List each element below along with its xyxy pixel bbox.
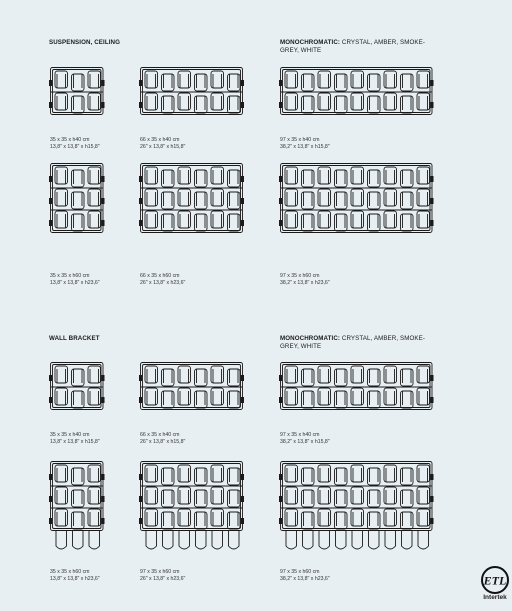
mount-clip [102, 80, 105, 86]
etl-logo-icon [480, 565, 510, 595]
fixture-line-art [279, 66, 434, 116]
mount-clip [431, 496, 434, 502]
fixture-line-art [49, 460, 105, 554]
hanging-tube [303, 530, 314, 549]
dimension-label-metric: 97 x 35 x h60 cm [140, 569, 180, 575]
dimension-label-imperial: 26" x 13,8" x h23,6" [140, 280, 186, 286]
mount-clip [241, 375, 244, 381]
hanging-tube [336, 530, 347, 549]
mount-clip [49, 102, 52, 108]
fixture-drawing [49, 460, 105, 554]
section-title-monochromatic-top: MONOCHROMATIC: CRYSTAL, AMBER, SMOKE-GREY, WHITE [280, 39, 425, 54]
dimension-label-metric: 97 x 35 x h60 cm [280, 273, 320, 279]
fixture-inner-frame [53, 166, 102, 231]
section-title-wall-bracket: WALL BRACKET [49, 335, 100, 342]
mount-clip [49, 518, 52, 524]
mount-clip [139, 80, 142, 86]
mount-clip [431, 474, 434, 480]
mount-clip [431, 397, 434, 403]
fixture-line-art [279, 162, 434, 234]
mount-clip [49, 220, 52, 226]
hanging-tube [352, 530, 363, 549]
dimension-label-imperial: 38,2" x 13,8" x h15,8" [280, 144, 330, 150]
mount-clip [431, 198, 434, 204]
dimension-label-metric: 66 x 35 x h40 cm [140, 432, 180, 438]
mount-clip [431, 518, 434, 524]
section-title-suspension: SUSPENSION, CEILING [49, 39, 121, 46]
mount-clip [102, 397, 105, 403]
hanging-tube [146, 530, 157, 549]
fixture-line-art [49, 162, 105, 234]
hanging-tube [229, 530, 240, 549]
section-title-monochromatic-bottom: MONOCHROMATIC: CRYSTAL, AMBER, SMOKE-GREY, WHITE [280, 335, 425, 350]
hanging-tube [56, 530, 67, 549]
fixture-line-art [139, 66, 244, 116]
fixture-line-art [139, 361, 244, 411]
hanging-tube [418, 530, 429, 549]
fixture-line-art [279, 460, 434, 554]
dimension-label-metric: 35 x 35 x h60 cm [50, 273, 90, 279]
mount-clip [241, 176, 244, 182]
mount-clip [241, 220, 244, 226]
hanging-tube [196, 530, 207, 549]
fixture-drawing [279, 460, 434, 554]
mount-clip [139, 375, 142, 381]
mount-clip [431, 176, 434, 182]
mount-clip [241, 474, 244, 480]
mount-clip [279, 102, 282, 108]
mount-clip [102, 102, 105, 108]
dimension-label-metric: 66 x 35 x h60 cm [140, 273, 180, 279]
dimension-label-metric: 66 x 35 x h40 cm [140, 137, 180, 143]
fixture-drawing [139, 66, 244, 116]
dimension-label-imperial: 26" x 13,8" x h23,6" [140, 576, 186, 582]
dimension-label-imperial: 26" x 13,8" x h15,8" [140, 144, 186, 150]
dimension-label-imperial: 26" x 13,8" x h15,8" [140, 439, 186, 445]
mount-clip [241, 102, 244, 108]
svg-text:ETL: ETL [483, 573, 507, 588]
intertek-label: Intertek [483, 594, 507, 601]
mount-clip [279, 375, 282, 381]
dimension-label-imperial: 13,8" x 13,8" x h23,6" [50, 280, 100, 286]
mount-clip [431, 102, 434, 108]
hanging-tube [163, 530, 174, 549]
hanging-tube [89, 530, 100, 549]
mount-clip [102, 496, 105, 502]
mount-clip [279, 80, 282, 86]
mount-clip [102, 198, 105, 204]
dimension-label-metric: 35 x 35 x h40 cm [50, 137, 90, 143]
mount-clip [279, 198, 282, 204]
mount-clip [279, 496, 282, 502]
fixture-drawing [279, 66, 434, 116]
fixture-frame [51, 164, 104, 233]
hanging-tube [286, 530, 297, 549]
dimension-label-metric: 97 x 35 x h40 cm [280, 432, 320, 438]
fixture-inner-frame [283, 166, 431, 231]
mount-clip [139, 102, 142, 108]
dimension-label-imperial: 38,2" x 13,8" x h23,6" [280, 576, 330, 582]
mount-clip [279, 518, 282, 524]
mount-clip [241, 80, 244, 86]
mount-clip [49, 496, 52, 502]
mount-clip [102, 220, 105, 226]
mount-clip [49, 474, 52, 480]
fixture-drawing [49, 361, 105, 411]
mount-clip [431, 80, 434, 86]
mount-clip [49, 397, 52, 403]
mount-clip [139, 198, 142, 204]
fixture-frame [51, 462, 104, 531]
dimension-label-metric: 97 x 35 x h60 cm [280, 569, 320, 575]
hanging-tube [73, 530, 84, 549]
fixture-line-art [49, 66, 105, 116]
fixture-drawing [139, 361, 244, 411]
hanging-tube [212, 530, 223, 549]
dimension-label-imperial: 38,2" x 13,8" x h15,8" [280, 439, 330, 445]
mount-clip [139, 496, 142, 502]
mount-clip [139, 474, 142, 480]
mount-clip [279, 397, 282, 403]
mount-clip [139, 397, 142, 403]
dimension-label-metric: 35 x 35 x h60 cm [50, 569, 90, 575]
mount-clip [241, 496, 244, 502]
hanging-tube [319, 530, 330, 549]
fixture-line-art [49, 361, 105, 411]
mount-clip [279, 474, 282, 480]
mount-clip [139, 176, 142, 182]
fixture-drawing [139, 460, 244, 554]
fixture-drawing [49, 66, 105, 116]
mount-clip [102, 176, 105, 182]
mount-clip [49, 198, 52, 204]
mount-clip [241, 518, 244, 524]
fixture-drawing [139, 162, 244, 234]
etl-certification-badge [478, 565, 512, 601]
mount-clip [49, 80, 52, 86]
dimension-label-imperial: 13,8" x 13,8" x h15,8" [50, 439, 100, 445]
fixture-line-art [279, 361, 434, 411]
mount-clip [139, 518, 142, 524]
mount-clip [102, 375, 105, 381]
fixture-line-art [139, 460, 244, 554]
dimension-label-imperial: 38,2" x 13,8" x h23,6" [280, 280, 330, 286]
fixture-drawing [279, 361, 434, 411]
hanging-tube [369, 530, 380, 549]
dimension-label-metric: 97 x 35 x h40 cm [280, 137, 320, 143]
mount-clip [241, 198, 244, 204]
mount-clip [102, 474, 105, 480]
mount-clip [431, 220, 434, 226]
dimension-label-metric: 35 x 35 x h40 cm [50, 432, 90, 438]
mount-clip [139, 220, 142, 226]
fixture-inner-frame [283, 464, 431, 529]
mount-clip [279, 176, 282, 182]
fixture-inner-frame [53, 464, 102, 529]
fixture-drawing [279, 162, 434, 234]
hanging-tube [385, 530, 396, 549]
mount-clip [431, 375, 434, 381]
hanging-tube [179, 530, 190, 549]
dimension-label-imperial: 13,8" x 13,8" x h23,6" [50, 576, 100, 582]
mount-clip [49, 176, 52, 182]
fixture-drawing [49, 162, 105, 234]
hanging-tube [402, 530, 413, 549]
mount-clip [241, 397, 244, 403]
fixture-line-art [139, 162, 244, 234]
mount-clip [49, 375, 52, 381]
mount-clip [279, 220, 282, 226]
dimension-label-imperial: 13,8" x 13,8" x h15,8" [50, 144, 100, 150]
mount-clip [102, 518, 105, 524]
